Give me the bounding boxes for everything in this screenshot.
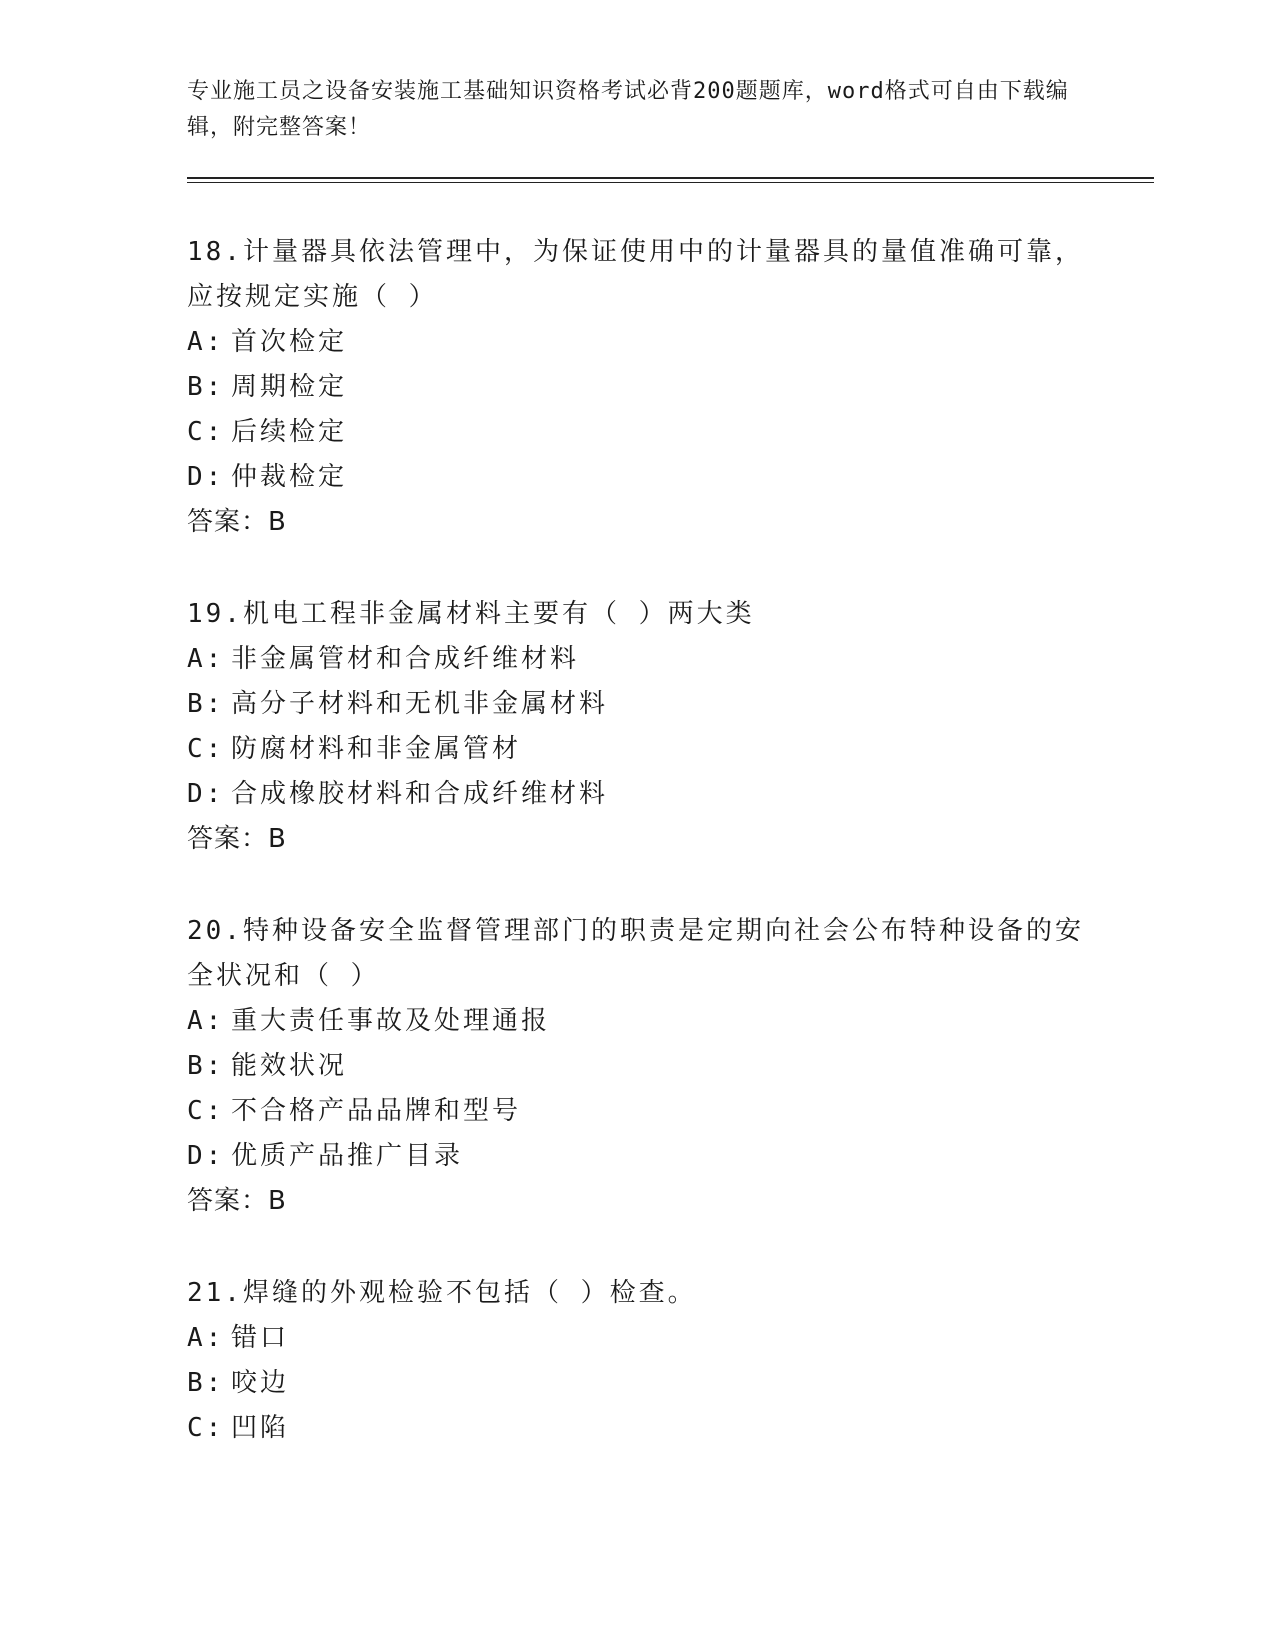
option-text: 高分子材料和无机非金属材料	[231, 689, 609, 719]
question-stem: 18.计量器具依法管理中，为保证使用中的计量器具的量值准确可靠，应按规定实施（ ）	[187, 237, 1084, 312]
option-text: 不合格产品品牌和型号	[231, 1096, 522, 1126]
question-18	[187, 230, 1087, 545]
document-header: 专业施工员之设备安装施工基础知识资格考试必背200题题库，word格式可自由下载编辑，附完整答案！	[187, 79, 1069, 140]
option-text: 优质产品推广目录	[231, 1141, 464, 1171]
option-b	[187, 1044, 1087, 1089]
question-list	[187, 230, 1087, 1498]
question-stem: 19.机电工程非金属材料主要有（ ）两大类	[187, 599, 755, 629]
option-letter: A:	[187, 327, 225, 357]
option-letter: D:	[187, 779, 225, 809]
option-letter: B:	[187, 1051, 225, 1081]
option-letter: B:	[187, 689, 225, 719]
option-text: 错口	[231, 1323, 290, 1353]
option-d	[187, 1134, 1087, 1179]
option-a	[187, 1316, 1087, 1361]
answer: 答案：B	[187, 824, 287, 854]
option-letter: D:	[187, 462, 225, 492]
question-19	[187, 592, 1087, 862]
option-text: 首次检定	[231, 327, 348, 357]
option-a	[187, 320, 1087, 365]
option-text: 重大责任事故及处理通报	[231, 1006, 551, 1036]
option-d	[187, 455, 1087, 500]
answer: 答案：B	[187, 1186, 287, 1216]
option-text: 咬边	[231, 1368, 290, 1398]
option-a	[187, 637, 1087, 682]
option-text: 防腐材料和非金属管材	[231, 734, 522, 764]
header-rule-thin	[187, 182, 1154, 183]
option-c	[187, 410, 1087, 455]
question-stem: 20.特种设备安全监督管理部门的职责是定期向社会公布特种设备的安全状况和（ ）	[187, 916, 1084, 991]
option-letter: C:	[187, 734, 225, 764]
header-rule-thick	[187, 177, 1154, 179]
option-letter: A:	[187, 644, 225, 674]
option-letter: C:	[187, 1413, 225, 1443]
option-a	[187, 999, 1087, 1044]
option-c	[187, 727, 1087, 772]
option-letter: A:	[187, 1323, 225, 1353]
option-letter: B:	[187, 1368, 225, 1398]
option-text: 非金属管材和合成纤维材料	[231, 644, 580, 674]
answer: 答案：B	[187, 507, 287, 537]
option-letter: D:	[187, 1141, 225, 1171]
question-stem: 21.焊缝的外观检验不包括（ ）检查。	[187, 1278, 697, 1308]
question-21	[187, 1271, 1087, 1451]
question-20	[187, 909, 1087, 1224]
option-c	[187, 1406, 1087, 1451]
option-letter: C:	[187, 417, 225, 447]
option-text: 能效状况	[231, 1051, 348, 1081]
option-text: 凹陷	[231, 1413, 290, 1443]
option-text: 周期检定	[231, 372, 348, 402]
option-d	[187, 772, 1087, 817]
option-letter: C:	[187, 1096, 225, 1126]
option-text: 合成橡胶材料和合成纤维材料	[231, 779, 609, 809]
option-b	[187, 682, 1087, 727]
option-c	[187, 1089, 1087, 1134]
option-text: 后续检定	[231, 417, 348, 447]
option-text: 仲裁检定	[231, 462, 348, 492]
option-letter: B:	[187, 372, 225, 402]
option-letter: A:	[187, 1006, 225, 1036]
option-b	[187, 365, 1087, 410]
option-b	[187, 1361, 1087, 1406]
